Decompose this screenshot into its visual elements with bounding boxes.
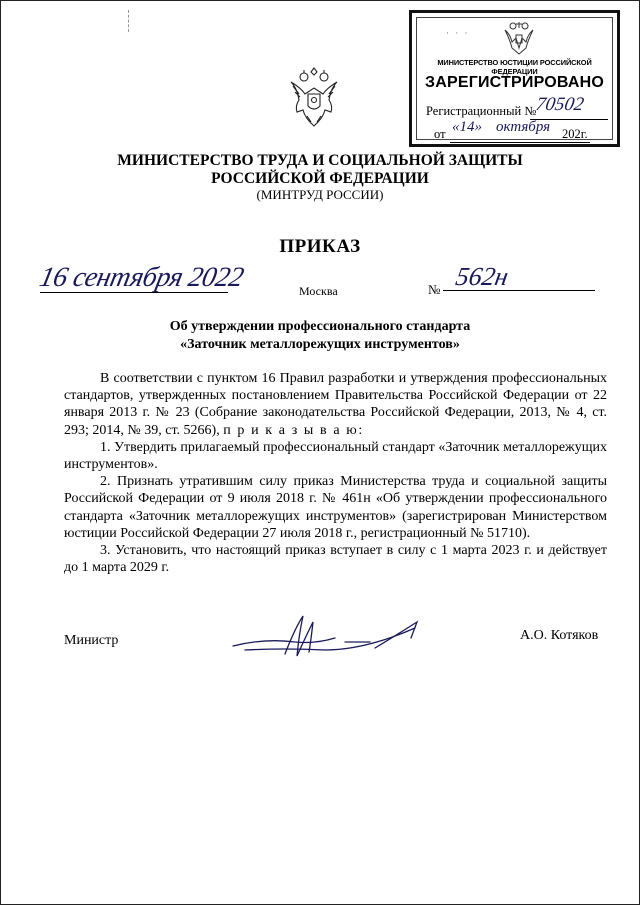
date-underline	[40, 292, 228, 293]
city: Москва	[299, 284, 338, 298]
stamp-emblem-icon	[502, 18, 536, 56]
item-1: 1. Утвердить прилагаемый профессиональный стандарт «Заточник металлорежущих инструментов».	[64, 439, 607, 473]
stamp-date-month: октября	[496, 119, 551, 135]
ministry-name-line1: МИНИСТЕРСТВО ТРУДА И СОЦИАЛЬНОЙ ЗАЩИТЫ	[117, 152, 523, 169]
signatory-role: Министр	[64, 633, 119, 648]
intro-text: В соответствии с пунктом 16 Правил разработки и утверждения профессиональных стандартов, утвержденных постановлением Правительства Российской Федерации от 22 января 2013 г. № 23 (Собрание законодательства Российской Федерации, 2013, № 4, ст. 293; 2014, № 39, ст. 5266),	[64, 371, 607, 438]
subject-line2: «Заточник металлорежущих инструментов»	[180, 337, 460, 352]
intro-paragraph	[64, 370, 607, 439]
stamp-date-line	[450, 142, 590, 143]
stamp-reg-number: 70502	[534, 94, 586, 115]
stamp-dots: · · ·	[446, 28, 470, 38]
scan-mark	[128, 10, 130, 32]
signatory-name: А.О. Котяков	[520, 628, 599, 643]
handwritten-number: 562н	[453, 262, 511, 291]
ministry-short-name: (МИНТРУД РОССИИ)	[256, 187, 384, 202]
stamp-registered: ЗАРЕГИСТРИРОВАНО	[424, 74, 604, 91]
stamp-reg-label: Регистрационный №	[426, 104, 537, 118]
stamp-date-from: от	[434, 127, 446, 141]
subject-line1: Об утверждении профессионального стандарта	[169, 319, 471, 334]
order-body	[64, 370, 607, 576]
item-3: 3. Установить, что настоящий приказ вступает в силу с 1 марта 2023 г. и действует до 1 марта 2029 г.	[64, 543, 607, 576]
number-underline	[443, 290, 595, 291]
handwritten-signature	[225, 608, 435, 668]
ministry-name-line2: РОССИЙСКОЙ ФЕДЕРАЦИИ	[211, 170, 429, 187]
order-word: п р и к а з ы в а ю:	[223, 422, 364, 438]
number-label: №	[428, 282, 441, 297]
handwritten-date: 16 сентября 2022	[36, 262, 247, 293]
stamp-ministry: МИНИСТЕРСТВО ЮСТИЦИИ РОССИЙСКОЙ ФЕДЕРАЦИИ	[437, 58, 592, 76]
coat-of-arms-icon	[287, 66, 341, 130]
item-2: 2. Признать утратившим силу приказ Министерства труда и социальной защиты Российской Федерации от 9 июля 2018 г. № 461н «Об утверждении профессионального стандарта «Заточник металлорежущих инструментов» (зарегистрирован Министерством юстиции Российской Федерации 27 июля 2018 г., регистрационный № 51710).	[64, 474, 607, 541]
stamp-date-year: 202г.	[562, 127, 588, 141]
stamp-date-day: «14»	[452, 119, 482, 135]
order-title: ПРИКАЗ	[279, 236, 361, 257]
